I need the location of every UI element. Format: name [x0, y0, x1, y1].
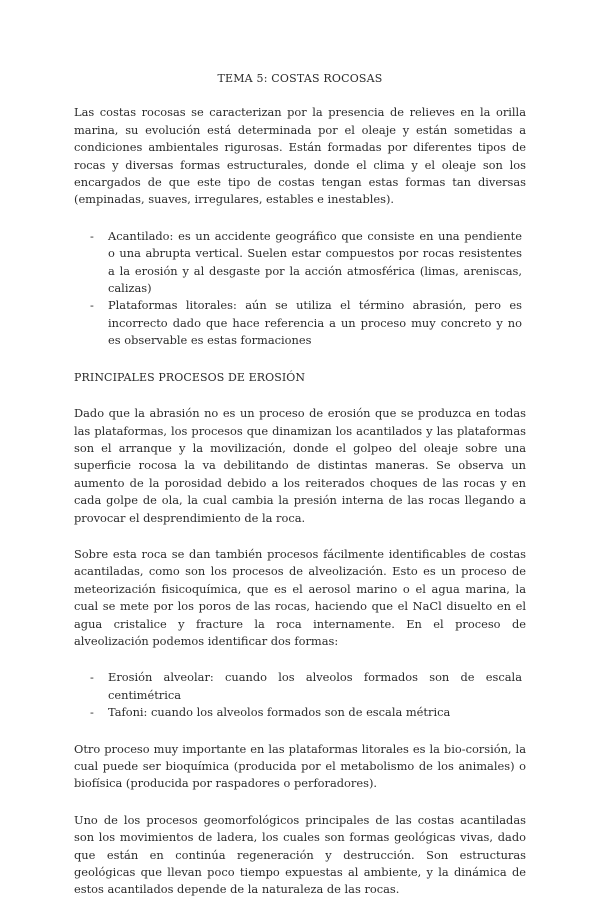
alveolizacion-paragraph: Sobre esta roca se dan también procesos fácilmente identificables de costas acantiladas, como son los procesos de alveolización. Esto es un proceso de meteorización fisicoquímica, que es el aerosol marino o el agua marina, la cual se mete por los poros de las rocas, haciendo que el NaCl disuelto en el agua cristalice y fracture la roca internamente. En el proceso de alveolización podemos identificar dos formas:: [74, 546, 526, 648]
erosion-paragraph: Dado que la abrasión no es un proceso de erosión que se produzca en todas las plataformas, los procesos que dinamizan los acantilados y las plataformas son el arranque y la movilización, donde el golpeo del oleaje sobre una superficie rocosa la va debilitando de distintas maneras. Se observa un aumento de la porosidad debido a los reiterados choques de las rocas y en cada golpe de ola, la cual cambia la presión interna de las rocas llegando a provocar el desprendimiento de la roca.: [74, 406, 526, 525]
section-heading: PRINCIPALES PROCESOS DE EROSIÓN: [74, 370, 306, 384]
dash-bullet: -: [90, 705, 94, 720]
list-item-text: Tafoni: cuando los alveolos formados son de escala métrica: [108, 705, 451, 720]
coast-types-list: [74, 228, 526, 350]
ladera-paragraph: Uno de los procesos geomorfológicos principales de las costas acantiladas son los movimientos de ladera, los cuales son formas geológicas vivas, dado que están en continúa regeneración y destrucción. Son estructuras geológicas que llevan poco tiempo expuestas al ambiente, y la dinámica de estos acantilados depende de la naturaleza de las rocas.: [74, 812, 526, 897]
dash-bullet: -: [90, 298, 94, 313]
list-item-text: Erosión alveolar: cuando los alveolos formados son de escala centimétrica: [108, 670, 522, 702]
biocorsion-paragraph: Otro proceso muy importante en las plataformas litorales es la bio-corsión, la cual puede ser bioquímica (producida por el metabolismo de los animales) o biofísica (producida por raspadores o perforadores).: [74, 741, 526, 791]
list-item-text: Plataformas litorales: aún se utiliza el término abrasión, pero es incorrecto dado que hace referencia a un proceso muy concreto y no es observable es estas formaciones: [108, 298, 522, 348]
dash-bullet: -: [90, 670, 94, 685]
list-item: [74, 228, 526, 298]
document-page: [74, 70, 526, 918]
list-item-text: Acantilado: es un accidente geográfico que consiste en una pendiente o una abrupta vertical. Suelen estar compuestos por rocas resistentes a la erosión y al desgaste por la acción atmosférica (limas, areniscas, calizas): [108, 228, 522, 296]
list-item: [74, 704, 526, 721]
intro-paragraph: Las costas rocosas se caracterizan por la presencia de relieves en la orilla marina, su evolución está determinada por el oleaje y están sometidas a condiciones ambientales rigurosas. Están formadas por diferentes tipos de rocas y diversas formas estructurales, donde el clima y el oleaje son los encargados de que este tipo de costas tengan estas formas tan diversas (empinadas, suaves, irregulares, estables e inestables).: [74, 105, 526, 207]
document-title: TEMA 5: COSTAS ROCOSAS: [217, 72, 383, 85]
alveolizacion-forms-list: [74, 669, 526, 721]
list-item: [74, 297, 526, 349]
list-item: [74, 669, 526, 704]
dash-bullet: -: [90, 228, 94, 243]
